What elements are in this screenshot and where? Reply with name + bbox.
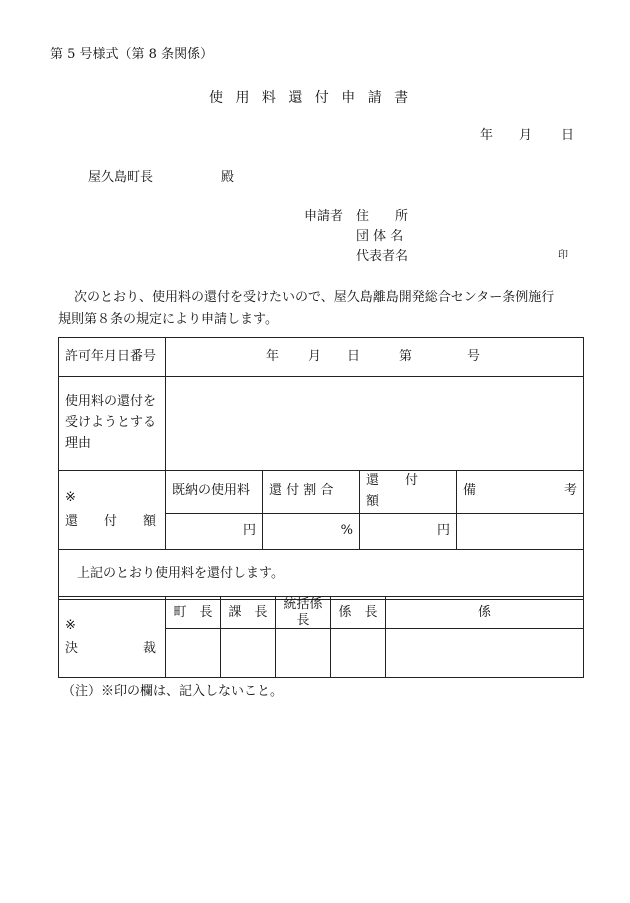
refund-header-row: [59, 471, 584, 514]
mayor-header: 町 長: [166, 597, 221, 629]
paid-fee-header: 既納の使用料: [166, 471, 263, 514]
permit-label: 許可年月日番号: [59, 338, 166, 377]
seal-mark: 印: [558, 250, 568, 261]
permit-year: 年: [266, 349, 280, 364]
reason-label: [59, 377, 166, 471]
remarks-value: [457, 513, 584, 549]
permit-no-prefix: 第: [399, 349, 413, 364]
general-chief-header: 統括係長: [276, 597, 331, 629]
application-table: [58, 337, 584, 600]
footnote: （注）※印の欄は、記入しないこと。: [62, 684, 284, 699]
permit-value: [166, 338, 584, 377]
approval-label-cell: [59, 597, 166, 678]
date-month: 月: [519, 128, 533, 143]
subsection-chief-seal-box: [331, 629, 386, 678]
form-number: 第 5 号様式（第 8 条関係）: [50, 47, 214, 62]
addressee-name: 屋久島町長: [88, 170, 154, 185]
confirm-text: 上記のとおり使用料を還付します。: [59, 549, 584, 599]
staff-header: 係: [386, 597, 584, 629]
approval-mark: ※: [65, 617, 76, 633]
reason-field[interactable]: [166, 377, 584, 471]
date-year: 年: [480, 128, 494, 143]
staff-seal-box: [386, 629, 584, 678]
permit-no-suffix: 号: [467, 349, 481, 364]
subsection-chief-header: 係 長: [331, 597, 386, 629]
representative-label: 代表者名: [356, 249, 409, 264]
body-text-line-2: 規則第８条の規定により申請します。: [58, 312, 278, 327]
remarks-header-2: 考: [563, 483, 577, 499]
paid-fee-unit: 円: [166, 513, 263, 549]
permit-row: [59, 338, 584, 377]
general-chief-seal-box: [276, 629, 331, 678]
section-chief-header: 課 長: [221, 597, 276, 629]
approval-label: 決 裁: [65, 641, 157, 657]
date-day: 日: [561, 128, 575, 143]
address-label: 住 所: [356, 209, 409, 224]
addressee-honorific: 殿: [221, 170, 235, 185]
refund-mark: ※: [65, 490, 76, 506]
org-name-label: 団 体 名: [356, 229, 404, 244]
refund-label-cell: [59, 471, 166, 550]
refund-amount-unit: 円: [360, 513, 457, 549]
remarks-header-1: 備: [463, 483, 477, 499]
approval-header-row: [59, 597, 584, 629]
refund-label: 還 付 額: [65, 513, 157, 529]
permit-day: 日: [347, 349, 361, 364]
refund-amount-header: 還 付 額: [360, 471, 457, 514]
permit-month: 月: [308, 349, 322, 364]
reason-label-line-2: 受けようとする: [65, 415, 157, 431]
refund-rate-unit: %: [263, 513, 360, 549]
reason-row: [59, 377, 584, 471]
reason-label-line-3: 理由: [65, 435, 92, 451]
body-text-line-1: 次のとおり、使用料の還付を受けたいので、屋久島離島開発総合センター条例施行: [74, 290, 555, 305]
document-title: 使 用 料 還 付 申 請 書: [209, 90, 413, 106]
refund-rate-header: 還 付 割 合: [263, 471, 360, 514]
reason-label-line-1: 使用料の還付を: [65, 394, 157, 410]
mayor-seal-box: [166, 629, 221, 678]
applicant-heading: 申請者: [304, 209, 344, 224]
remarks-header: [457, 471, 584, 514]
approval-table: [58, 596, 584, 678]
confirm-row: [59, 549, 584, 599]
section-chief-seal-box: [221, 629, 276, 678]
